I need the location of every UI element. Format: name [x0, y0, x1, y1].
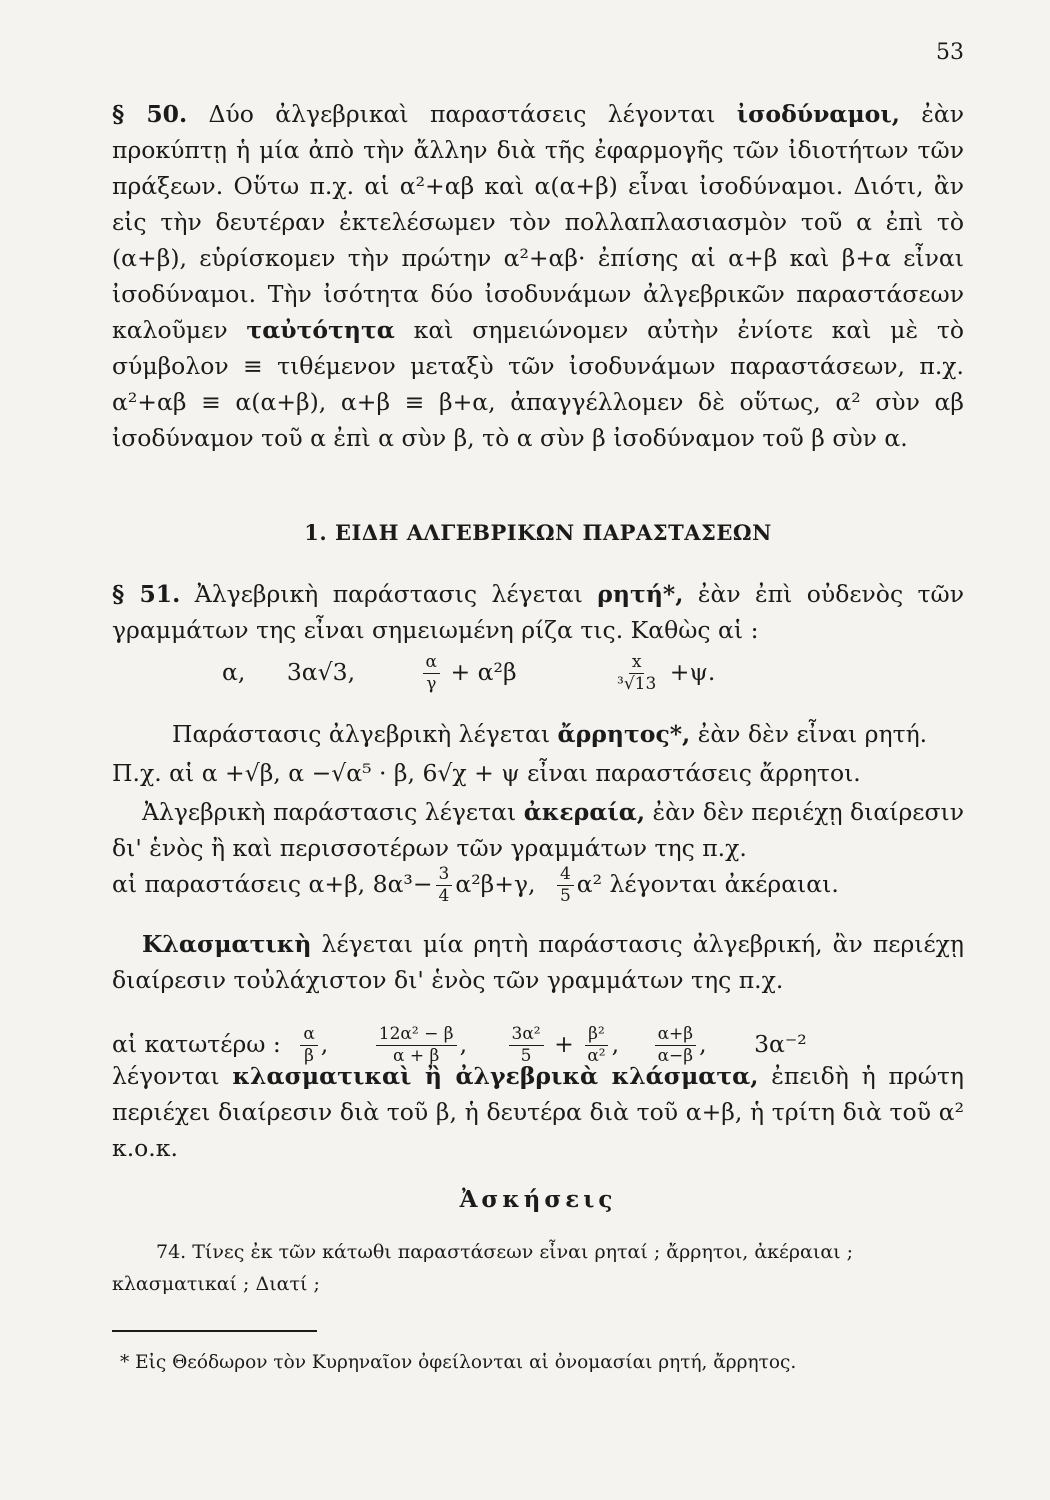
section-marker-50: § 50. — [112, 100, 188, 128]
frac-num: β² — [585, 1026, 608, 1046]
fc-text-2: ἐπειδὴ ἡ πρώτη περιέχει διαίρεσιν διὰ τοῦ β, ἡ δευτέρα διὰ τοῦ α+β, ἡ τρίτη διὰ τοῦ α² κ.ο.κ. — [112, 1062, 964, 1162]
ex-3a-root3: 3α√3, — [286, 658, 356, 686]
irr-text-2: ἐὰν δὲν εἶναι ρητή. — [690, 720, 928, 748]
int-text-2: ἐὰν δὲν περιέχῃ διαίρεσιν δι' ἑνὸς ἢ καὶ περισσοτέρων τῶν γραμμάτων της π.χ. — [112, 798, 965, 862]
frac-den: α + β — [392, 1046, 440, 1066]
int-ex-c: α² λέγονται ἀκέραιαι. — [576, 870, 839, 898]
irr-ex-formulas: Π.χ. αἱ α +√β, α −√α⁵ · β, 6√χ + ψ — [112, 759, 520, 787]
fractional-continuation — [112, 1058, 964, 1166]
frac-num: x — [629, 654, 645, 674]
frac-num: α — [423, 654, 440, 674]
fractional-definition — [112, 926, 964, 998]
frac-num: 4 — [557, 866, 574, 886]
term-equivalent: ἰσοδύναμοι, — [736, 100, 900, 128]
integral-examples — [112, 866, 964, 905]
frac-den: β — [304, 1046, 314, 1066]
paragraph-51 — [112, 576, 964, 648]
frac-num: α+β — [655, 1026, 697, 1046]
irr-text-1: Παράστασις ἀλγεβρικὴ λέγεται — [172, 720, 558, 748]
frac-den: 5 — [559, 886, 571, 906]
p50-text-2: ἐὰν προκύπτῃ ἡ μία ἀπὸ τὴν ἄλλην διὰ τῆς ἐφαρμογῆς τῶν ἰδιοτήτων τῶν πράξεων. Οὕτω π.χ. αἱ α²+αβ καὶ α(α+β) εἶναι ἰσοδύναμοι. Διότι, ἂν εἰς τὴν δευτέραν ἐκτελέσωμεν τὸν πολλαπλασιασμὸν τοῦ α ἐπὶ τὸ (α+β), εὑρίσκομεν τὴν πρώτην α²+αβ· ἐπίσης αἱ α+β καὶ β+α εἶναι ἰσοδύναμοι. Τὴν ἰσότητα δύο ἰσοδυνάμων ἀλγεβρικῶν παραστάσεων καλοῦμεν — [112, 100, 964, 344]
frac-den: ³√13 — [617, 674, 657, 694]
plus-sign: + — [554, 1030, 574, 1058]
exercises-title: Ἀσκήσεις — [459, 1186, 617, 1213]
frac-num: 3 — [436, 866, 453, 886]
irrational-definition — [172, 716, 964, 752]
frac-num: 12α² − β — [376, 1026, 457, 1046]
term-algebraic-fractions: κλασματικαὶ ἢ ἀλγεβρικὰ κλάσματα, — [232, 1062, 759, 1090]
int-ex-a: αἱ παραστάσεις α+β, 8α³− — [112, 870, 433, 898]
frac-den: α−β — [657, 1046, 694, 1066]
p50-text-3: καὶ σημειώνομεν αὐτὴν ἐνίοτε καὶ μὲ τὸ σύμβολον ≡ τιθέμενον μεταξὺ τῶν ἰσοδυνάμων παραστάσεων, π.χ. α²+αβ ≡ α(α+β), α+β ≡ β+α, ἀπαγγέλλομεν δὲ οὕτως, α² σὺν αβ ἰσοδύναμον τοῦ α ἐπὶ α σὺν β, τὸ α σὺν β ἰσοδύναμον τοῦ β σὺν α. — [112, 316, 964, 452]
p51-text-2: ἐὰν ἐπὶ οὐδενὸς τῶν γραμμάτων της εἶναι σημειωμένη ρίζα τις. Καθὼς αἱ : — [112, 580, 965, 644]
integral-definition — [112, 794, 964, 866]
irrational-examples — [112, 759, 964, 787]
frac-ex-3a-neg2: 3α⁻² — [754, 1030, 807, 1058]
fc-text-1: λέγονται — [112, 1062, 233, 1090]
ex-a2b: + α²β — [450, 658, 517, 686]
frac-num: α — [300, 1026, 317, 1046]
p51-text-1: Ἀλγεβρικὴ παράστασις λέγεται — [180, 580, 598, 608]
fraction-3-over-4 — [436, 866, 453, 905]
term-irrational: ἄρρητος*, — [557, 720, 691, 748]
term-fractional: Κλασματικὴ — [142, 930, 312, 958]
frac-den: γ — [426, 674, 437, 694]
fractional-examples: αἱ κατωτέρω : $\frac{\alpha}{\beta}$ , $\frac{\text{12α² − β}}{\alpha + \beta}$ , $\frac{\text{3α²}}{5}$ + $\frac{\text{β²}}{\text{α²}}$ , $\frac{\alpha+\beta}{\alpha-\beta}$ , 3α⁻² — [112, 1024, 807, 1066]
term-identity: ταὐτότητα — [246, 316, 395, 344]
frac-den: 4 — [438, 886, 450, 906]
footnote: * Εἰς Θεόδωρον τὸν Κυρηναῖον ὀφείλονται αἱ ὀνομασίαι ρητή, ἄρρητος. — [120, 1352, 797, 1373]
term-integral: ἀκεραία, — [523, 798, 646, 826]
fraction-a-over-g — [423, 654, 440, 693]
exercise-74: 74. Τίνες ἐκ τῶν κάτωθι παραστάσεων εἶναι ρηταί ; ἄρρητοι, ἀκέραιαι ; κλασματικαί ; Διατί ; — [112, 1241, 854, 1295]
frac-num: 3α² — [509, 1026, 544, 1046]
frac-den: α² — [587, 1046, 606, 1066]
int-ex-b: α²β+γ, — [455, 870, 536, 898]
page-number: 53 — [936, 40, 964, 65]
irr-ex-text: εἶναι παραστάσεις ἄρρητοι. — [519, 759, 861, 787]
p50-text-1: Δύο ἀλγεβρικαὶ παραστάσεις λέγονται — [187, 100, 737, 128]
paragraph-50 — [112, 96, 964, 456]
frac-den: 5 — [520, 1046, 532, 1066]
section-title: 1. ΕΙΔΗ ΑΛΓΕΒΡΙΚΩΝ ΠΑΡΑΣΤΑΣΕΩΝ — [304, 520, 772, 545]
ex-plus-psi: +ψ. — [669, 658, 716, 686]
int-text-1: Ἀλγεβρικὴ παράστασις λέγεται — [142, 798, 524, 826]
frac-text-1: λέγεται μία ρητὴ παράστασις ἀλγεβρική, ἂν περιέχῃ διαίρεσιν τοὐλάχιστον δι' ἑνὸς τῶν γραμμάτων της π.χ. — [112, 930, 964, 994]
section-marker-51: § 51. — [112, 580, 181, 608]
ex-alpha: α, — [222, 658, 246, 686]
rational-examples — [222, 654, 1050, 693]
term-rational: ρητή*, — [597, 580, 684, 608]
fraction-x-over-root13 — [614, 654, 659, 693]
fraction-4-over-5 — [557, 866, 574, 905]
footnote-rule — [112, 1330, 317, 1332]
frac-ex-intro: αἱ κατωτέρω : — [112, 1030, 281, 1058]
book-page — [112, 0, 964, 1500]
